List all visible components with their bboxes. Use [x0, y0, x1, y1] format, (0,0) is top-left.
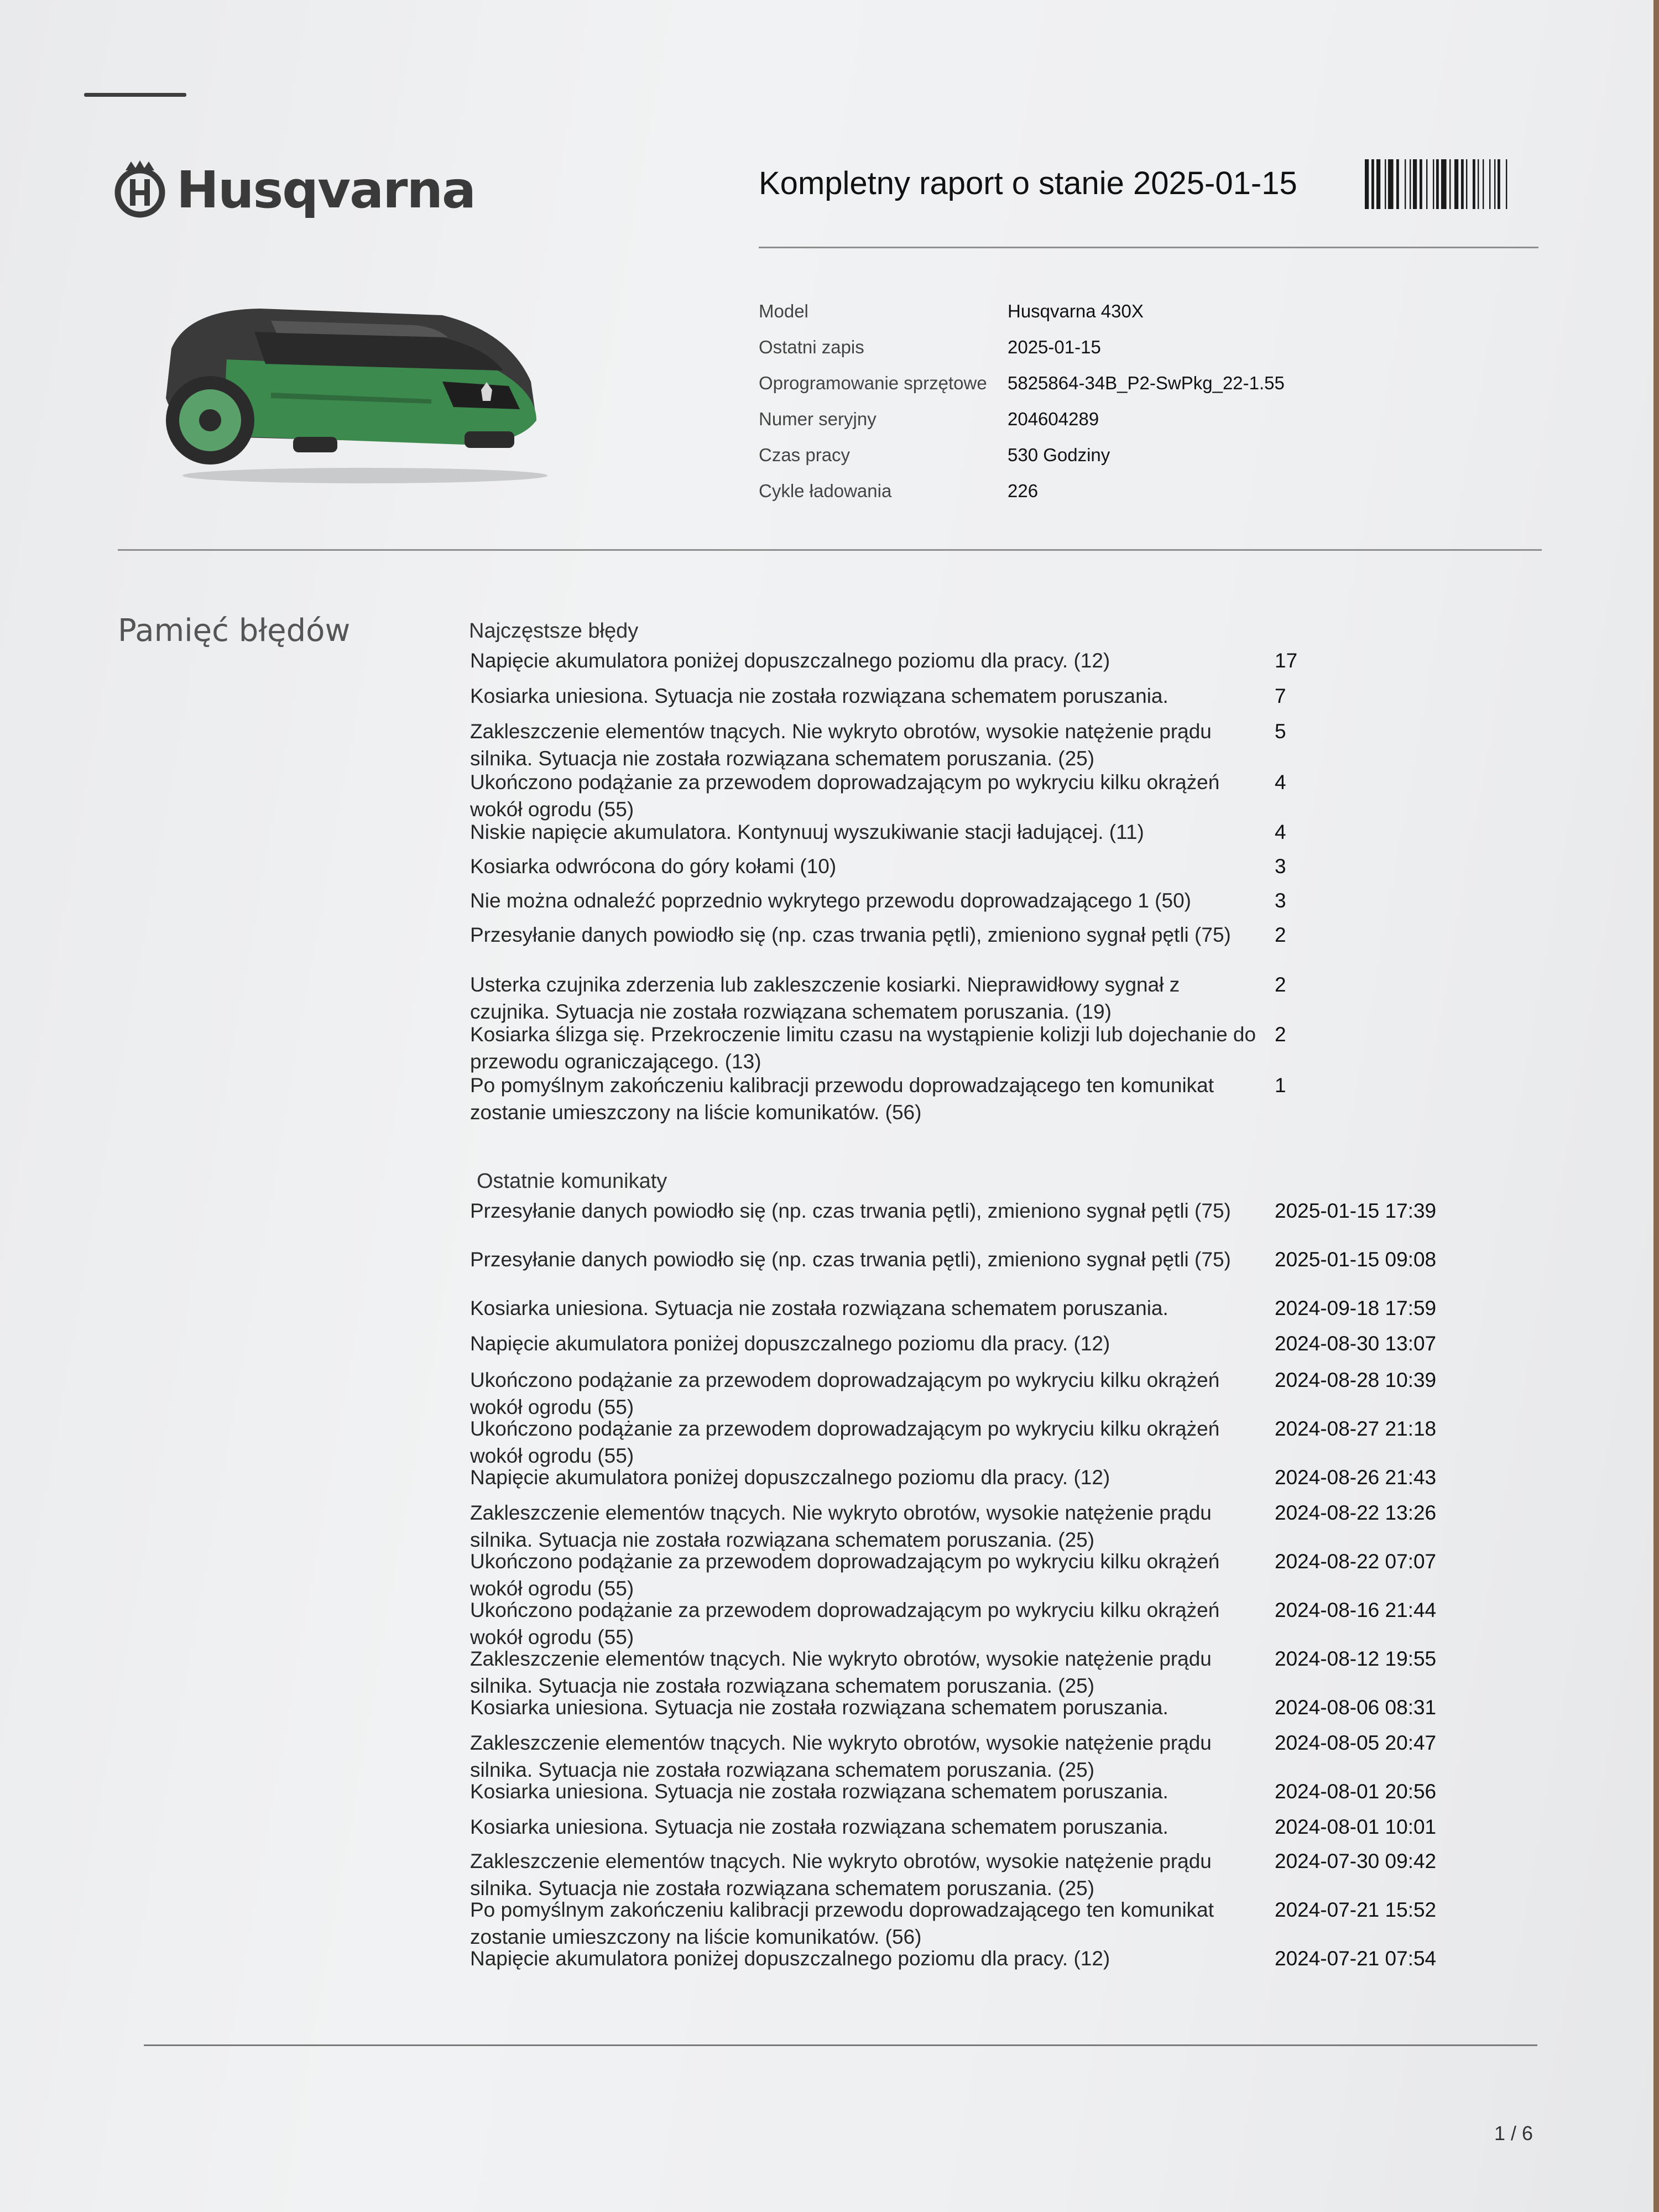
message-date: 2024-07-21 07:54 — [1275, 1947, 1437, 1970]
message-text: Kosiarka uniesiona. Sytuacja nie została rozwiązana schematem poruszania. — [470, 1815, 1168, 1838]
error-text: Kosiarka ślizga się. Przekroczenie limitu czasu na wystąpienie kolizji lub dojechanie do przewodu ograniczającego. (13) — [470, 1023, 1256, 1073]
message-date: 2024-08-12 19:55 — [1275, 1647, 1437, 1670]
header-rule — [759, 247, 1538, 248]
spec-row-model — [759, 293, 1285, 329]
message-date: 2024-08-01 20:56 — [1275, 1780, 1437, 1803]
page-number: 1 / 6 — [1494, 2122, 1533, 2145]
error-count: 1 — [1275, 1074, 1286, 1097]
message-text: Ukończono podążanie za przewodem doprowadzającym po wykryciu kilku okrążeń wokół ogrodu (55) — [470, 1550, 1220, 1600]
spec-value: 226 — [1008, 480, 1039, 501]
spec-row-last-record — [759, 329, 1285, 365]
message-text: Ukończono podążanie za przewodem doprowadzającym po wykryciu kilku okrążeń wokół ogrodu (55) — [470, 1599, 1220, 1648]
error-count: 3 — [1275, 855, 1286, 878]
message-date: 2024-08-05 20:47 — [1275, 1731, 1437, 1754]
message-text: Przesyłanie danych powiodło się (np. czas trwania pętli), zmieniono sygnał pętli (75) — [470, 1199, 1231, 1222]
spec-row-firmware — [759, 365, 1285, 401]
message-date: 2024-08-30 13:07 — [1275, 1332, 1437, 1355]
error-count: 2 — [1275, 973, 1286, 996]
message-date: 2024-08-27 21:18 — [1275, 1417, 1437, 1440]
error-text: Ukończono podążanie za przewodem doprowadzającym po wykryciu kilku okrążeń wokół ogrodu (55) — [470, 771, 1220, 821]
message-date: 2024-08-28 10:39 — [1275, 1369, 1437, 1391]
error-text: Przesyłanie danych powiodło się (np. czas trwania pętli), zmieniono sygnał pętli (75) — [470, 924, 1231, 946]
message-date: 2024-07-21 15:52 — [1275, 1898, 1437, 1921]
spec-row-charge-cycles — [759, 473, 1285, 509]
message-text: Kosiarka uniesiona. Sytuacja nie została rozwiązana schematem poruszania. — [470, 1780, 1168, 1803]
error-count: 7 — [1275, 685, 1286, 707]
spec-value: 5825864-34B_P2-SwPkg_22-1.55 — [1008, 372, 1285, 393]
message-date: 2024-08-06 08:31 — [1275, 1696, 1437, 1719]
spec-row-serial — [759, 401, 1285, 437]
error-text: Zakleszczenie elementów tnących. Nie wykryto obrotów, wysokie natężenie prądu silnika. Sytuacja nie została rozwiązana schematem poruszania. (25) — [470, 720, 1212, 770]
message-date: 2024-08-22 07:07 — [1275, 1550, 1437, 1573]
spec-value: 530 Godziny — [1008, 444, 1110, 465]
spec-label: Czas pracy — [759, 444, 851, 465]
pen-mark — [84, 93, 186, 97]
message-text: Zakleszczenie elementów tnących. Nie wykryto obrotów, wysokie natężenie prądu silnika. Sytuacja nie została rozwiązana schematem poruszania. (25) — [470, 1850, 1212, 1900]
message-date: 2024-09-18 17:59 — [1275, 1297, 1437, 1319]
error-text: Usterka czujnika zderzenia lub zakleszczenie kosiarki. Nieprawidłowy sygnał z czujnika. Sytuacja nie została rozwiązana schematem poruszania. (19) — [470, 973, 1180, 1023]
message-text: Przesyłanie danych powiodło się (np. czas trwania pętli), zmieniono sygnał pętli (75) — [470, 1248, 1231, 1271]
message-date: 2024-07-30 09:42 — [1275, 1850, 1437, 1872]
error-text: Po pomyślnym zakończeniu kalibracji przewodu doprowadzającego ten komunikat zostanie umieszczony na liście komunikatów. (56) — [470, 1074, 1214, 1124]
error-count: 3 — [1275, 889, 1286, 912]
error-count: 17 — [1275, 649, 1298, 672]
spec-value: 2025-01-15 — [1008, 336, 1101, 357]
message-text: Zakleszczenie elementów tnących. Nie wykryto obrotów, wysokie natężenie prądu silnika. Sytuacja nie została rozwiązana schematem poruszania. (25) — [470, 1501, 1212, 1551]
message-text: Napięcie akumulatora poniżej dopuszczalnego poziomu dla pracy. (12) — [470, 1466, 1110, 1489]
message-text: Po pomyślnym zakończeniu kalibracji przewodu doprowadzającego ten komunikat zostanie umieszczony na liście komunikatów. (56) — [470, 1898, 1214, 1948]
message-date: 2025-01-15 09:08 — [1275, 1248, 1437, 1271]
spec-label: Cykle ładowania — [759, 480, 892, 501]
robotic-mower-image — [155, 299, 553, 487]
error-count: 4 — [1275, 771, 1286, 794]
message-text: Napięcie akumulatora poniżej dopuszczalnego poziomu dla pracy. (12) — [470, 1947, 1110, 1970]
error-count: 5 — [1275, 720, 1286, 743]
error-count: 2 — [1275, 924, 1286, 946]
spec-label: Numer seryjny — [759, 408, 877, 429]
message-text: Zakleszczenie elementów tnących. Nie wykryto obrotów, wysokie natężenie prądu silnika. Sytuacja nie została rozwiązana schematem poruszania. (25) — [470, 1647, 1212, 1697]
section-rule — [118, 549, 1542, 551]
message-text: Ukończono podążanie za przewodem doprowadzającym po wykryciu kilku okrążeń wokół ogrodu (55) — [470, 1417, 1220, 1467]
message-date: 2024-08-16 21:44 — [1275, 1599, 1437, 1621]
error-text: Kosiarka uniesiona. Sytuacja nie została rozwiązana schematem poruszania. — [470, 685, 1168, 707]
error-text: Kosiarka odwrócona do góry kołami (10) — [470, 855, 837, 878]
message-date: 2025-01-15 17:39 — [1275, 1199, 1437, 1222]
error-count: 2 — [1275, 1023, 1286, 1046]
spec-value: Husqvarna 430X — [1008, 300, 1144, 321]
spec-label: Oprogramowanie sprzętowe — [759, 372, 987, 393]
message-text: Napięcie akumulatora poniżej dopuszczalnego poziomu dla pracy. (12) — [470, 1332, 1110, 1355]
section-title: Pamięć błędów — [118, 613, 351, 649]
message-text: Kosiarka uniesiona. Sytuacja nie została rozwiązana schematem poruszania. — [470, 1696, 1168, 1719]
spec-row-operating-time — [759, 437, 1285, 473]
recent-messages-heading: Ostatnie komunikaty — [477, 1170, 667, 1193]
error-count: 4 — [1275, 821, 1286, 843]
spec-table — [759, 293, 1285, 509]
report-title: Kompletny raport o stanie 2025-01-15 — [759, 165, 1297, 201]
message-text: Zakleszczenie elementów tnących. Nie wykryto obrotów, wysokie natężenie prądu silnika. Sytuacja nie została rozwiązana schematem poruszania. (25) — [470, 1731, 1212, 1781]
frequent-errors-heading: Najczęstsze błędy — [469, 619, 639, 643]
message-text: Kosiarka uniesiona. Sytuacja nie została rozwiązana schematem poruszania. — [470, 1297, 1168, 1319]
brand-name: Husqvarna — [176, 160, 476, 220]
message-text: Ukończono podążanie za przewodem doprowadzającym po wykryciu kilku okrążeń wokół ogrodu (55) — [470, 1369, 1220, 1418]
spec-label: Ostatni zapis — [759, 336, 864, 357]
barcode-icon — [1365, 159, 1531, 209]
footer-rule — [144, 2044, 1537, 2046]
message-date: 2024-08-26 21:43 — [1275, 1466, 1437, 1489]
spec-label: Model — [759, 300, 808, 321]
error-text: Nie można odnaleźć poprzednio wykrytego przewodu doprowadzającego 1 (50) — [470, 889, 1191, 912]
message-date: 2024-08-01 10:01 — [1275, 1815, 1437, 1838]
error-text: Niskie napięcie akumulatora. Kontynuuj wyszukiwanie stacji ładującej. (11) — [470, 821, 1144, 843]
husqvarna-crown-h-icon — [113, 159, 166, 220]
brand-logo — [113, 156, 475, 223]
message-date: 2024-08-22 13:26 — [1275, 1501, 1437, 1524]
error-text: Napięcie akumulatora poniżej dopuszczalnego poziomu dla pracy. (12) — [470, 649, 1110, 672]
spec-value: 204604289 — [1008, 408, 1099, 429]
